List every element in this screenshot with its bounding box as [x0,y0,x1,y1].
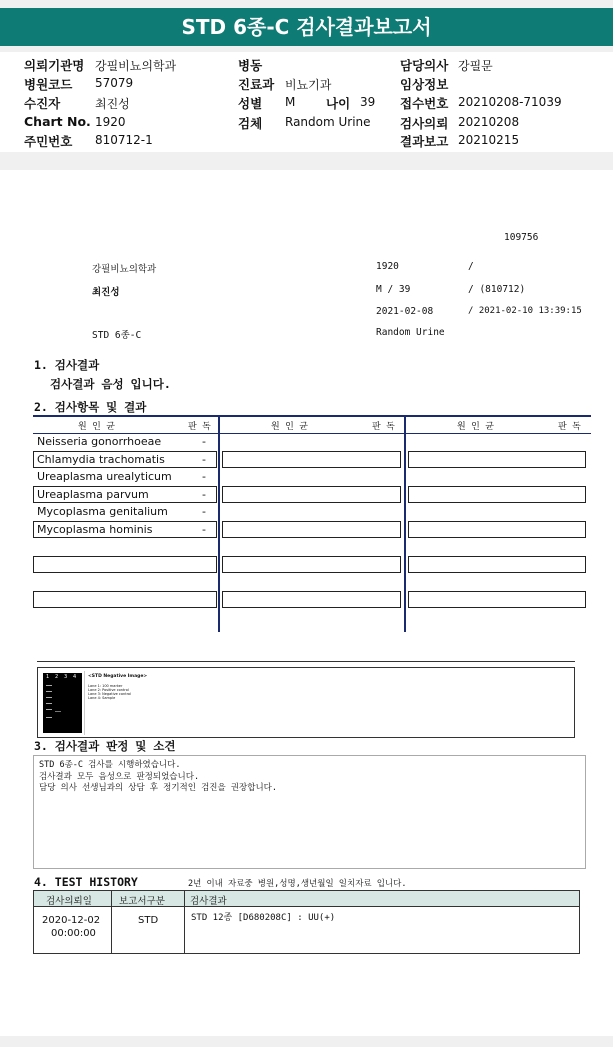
gel-legend-item: Lane 2: Positive control [88,688,129,692]
opinion-line: 검사결과 모두 음성으로 판정되었습니다. [39,771,200,782]
pathogen-name: Mycoplasma genitalium [37,505,168,518]
col-pathogen-1: 원 인 균 [78,422,115,432]
gel-lane-number: 2 [55,674,59,680]
opinion-line: 담당 의사 선생님과의 상담 후 정기적인 검진을 권장합니다. [39,783,278,793]
result-value: - [202,453,206,466]
empty-cell [33,591,217,608]
dept-label: 진료과 [238,77,275,92]
section3-title: 3. 검사결과 판정 및 소견 [34,739,176,753]
col-pathogen-3: 원 인 균 [457,422,494,432]
specimen-value: Random Urine [285,115,371,129]
opinion-line: STD 6종-C 검사를 시행하였습니다. [39,760,181,770]
gel-image [43,673,82,733]
report-document [0,170,613,1036]
receipt-value: 20210208-71039 [458,95,562,109]
history-date: 2020-12-02 [42,915,101,926]
section4-title: 4. TEST HISTORY [34,875,138,889]
age-label: 나이 [326,96,351,111]
empty-cell [408,451,586,468]
doc-date-report: / 2021-02-10 13:39:15 [468,306,582,316]
clinical-label: 임상정보 [400,77,449,92]
empty-cell [408,486,586,503]
hospital-value: 강필비뇨의학과 [95,59,177,73]
specimen-label: 검체 [238,116,263,131]
opinion-box [33,755,586,869]
age-value: 39 [360,95,376,109]
col-pathogen-2: 원 인 균 [271,422,308,432]
result-value: - [202,488,206,501]
table-row [33,468,217,485]
code-value: 57079 [95,76,134,90]
column-divider [404,416,406,632]
header-info [0,52,613,152]
gel-image-box [37,667,575,738]
history-table [33,890,580,954]
history-result: STD 12종 [D680208C] : UU(+) [191,913,336,923]
table-row [33,503,217,520]
dept-value: 비뇨기과 [285,78,332,92]
history-type: STD [138,915,159,926]
section2-title: 2. 검사항목 및 결과 [34,400,147,414]
result-value: - [202,470,206,483]
gel-legend-item: Lane 3: Negative control [88,692,132,696]
col-judge-3: 판 독 [558,422,581,432]
empty-cell [408,591,586,608]
receipt-label: 접수번호 [400,96,449,111]
rrn-value: 810712-1 [95,133,153,147]
patient-label: 수진자 [24,96,61,111]
empty-cell [222,556,401,573]
doc-rrn: / (810712) [468,284,526,295]
report-date-label: 결과보고 [400,134,449,149]
report-date-value: 20210215 [458,133,520,147]
table-row [33,521,217,538]
doc-date-received: 2021-02-08 [376,306,434,317]
chart-value: 1920 [95,115,126,129]
doc-patient: 최진성 [92,287,120,298]
doc-chart: 1920 [376,261,399,272]
request-value: 20210208 [458,115,520,129]
column-divider [218,416,220,632]
gel-legend-item: Lane 4: Sample [88,696,116,700]
pathogen-name: Mycoplasma hominis [37,523,153,536]
gel-legend-item: Lane 1: 100 marker [88,684,123,688]
gel-title: <STD Negative Image> [88,674,148,679]
history-header [34,891,579,907]
code-label: 병원코드 [24,77,73,92]
report-title: STD 6종-C 검사결과보고서 [0,8,613,46]
empty-cell [222,451,401,468]
col-judge-2: 판 독 [372,422,395,432]
pathogen-name: Neisseria gonorrhoeae [37,435,162,448]
empty-cell [222,591,401,608]
empty-cell [408,556,586,573]
history-col-type: 보고서구분 [119,896,165,907]
report-id: 109756 [504,232,539,243]
chart-label: Chart No. [24,114,91,129]
table-row [33,486,217,503]
request-label: 검사의뢰 [400,116,449,131]
history-time: 00:00:00 [51,928,96,939]
empty-cell [222,521,401,538]
ward-label: 병동 [238,58,263,73]
result-value: - [202,523,206,536]
pathogen-name: Ureaplasma urealyticum [37,470,172,483]
section1-title: 1. 검사결과 [34,358,100,372]
sex-value: M [285,95,296,109]
pathogen-name: Ureaplasma parvum [37,488,149,501]
doc-slash: / [468,261,474,272]
doc-sex-age: M / 39 [376,284,411,295]
doc-test: STD 6종-C [92,330,142,341]
gel-legend [84,671,146,735]
patient-value: 최진성 [95,97,130,111]
hospital-label: 의뢰기관명 [24,58,85,73]
empty-cell [33,556,217,573]
gel-lane-number: 3 [64,674,68,680]
history-col-result: 검사결과 [190,896,227,907]
history-col-date: 검사의뢰일 [46,896,92,907]
doctor-label: 담당의사 [400,58,449,73]
col-judge-1: 판 독 [188,422,211,432]
table-row [33,451,217,468]
gel-lane-number: 1 [46,674,50,680]
sex-label: 성별 [238,96,263,111]
pathogen-name: Chlamydia trachomatis [37,453,165,466]
doctor-value: 강필문 [458,59,493,73]
empty-cell [408,521,586,538]
result-value: - [202,505,206,518]
doc-specimen: Random Urine [376,327,445,338]
rrn-label: 주민번호 [24,134,73,149]
empty-cell [222,486,401,503]
table-row [33,433,217,450]
doc-hospital: 강필비뇨의학과 [92,264,157,275]
gel-lane-number: 4 [73,674,77,680]
section4-note: 2년 이내 자료중 병원,성명,생년월일 일치자료 입니다. [188,879,407,889]
gel-divider [37,661,575,662]
section1-text: 검사결과 음성 입니다. [50,377,171,391]
result-value: - [202,435,206,448]
